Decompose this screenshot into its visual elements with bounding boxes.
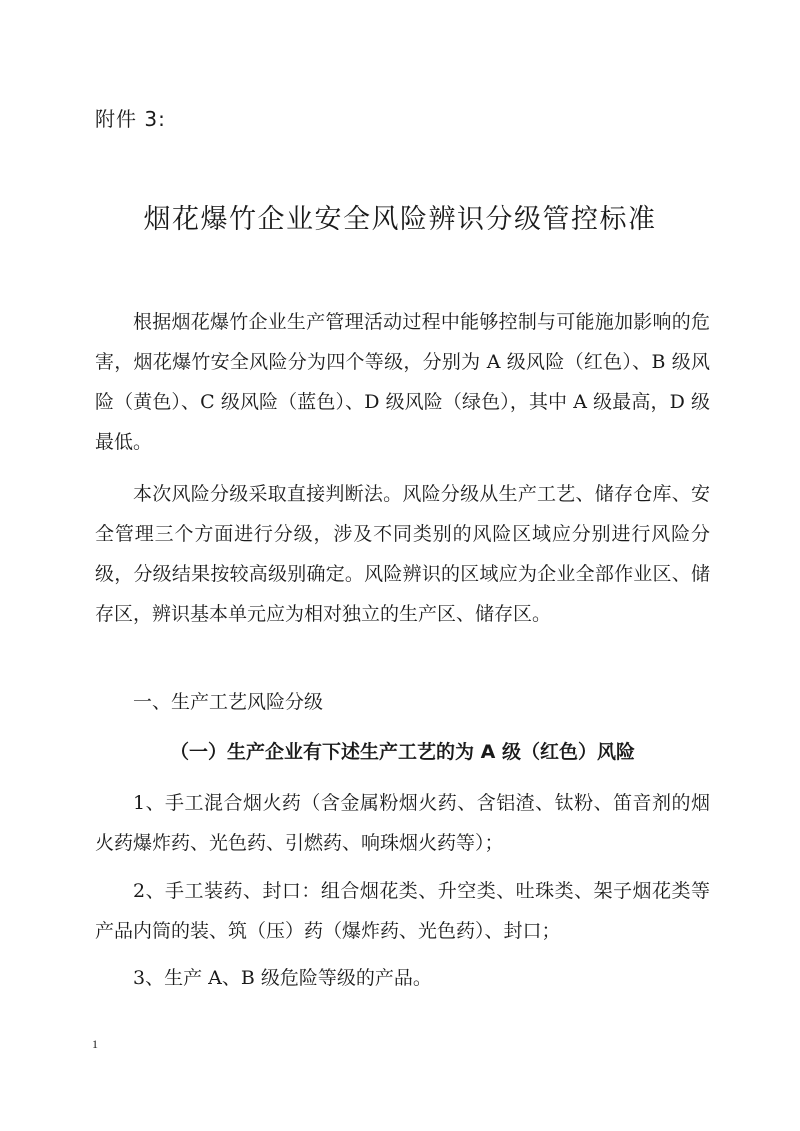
list-item: 3、生产 A、B 级危险等级的产品。	[133, 967, 432, 989]
section-heading: 一、生产工艺风险分级	[133, 691, 324, 713]
paragraph-risk-levels: 根据烟花爆竹企业生产管理活动过程中能够控制与可能施加影响的危害，烟花爆竹安全风险分为四个等级，分别为 A 级风险（红色）、B 级风险（黄色）、C 级风险（蓝色）、D 级风险（绿色），其中 A 级最高，D 级最低。	[95, 311, 710, 453]
document-title: 烟花爆竹企业安全风险辨识分级管控标准	[143, 204, 657, 235]
list-item: 1、手工混合烟火药（含金属粉烟火药、含铝渣、钛粉、笛音剂的烟火药爆炸药、光色药、引燃药、响珠烟火药等）；	[95, 792, 710, 854]
list-item: 2、手工装药、封口：组合烟花类、升空类、吐珠类、架子烟花类等产品内筒的装、筑（压）药（爆炸药、光色药）、封口；	[95, 880, 710, 942]
subsection-heading: （一）生产企业有下述生产工艺的为 A 级（红色）风险	[170, 741, 635, 763]
page-number: 1	[92, 1037, 98, 1051]
attachment-label: 附件 3:	[95, 107, 166, 131]
paragraph-classification-method: 本次风险分级采取直接判断法。风险分级从生产工艺、储存仓库、安全管理三个方面进行分级，涉及不同类别的风险区域应分别进行风险分级，分级结果按较高级别确定。风险辨识的区域应为企业全部作业区、储存区，辨识基本单元应为相对独立的生产区、储存区。	[95, 483, 710, 625]
